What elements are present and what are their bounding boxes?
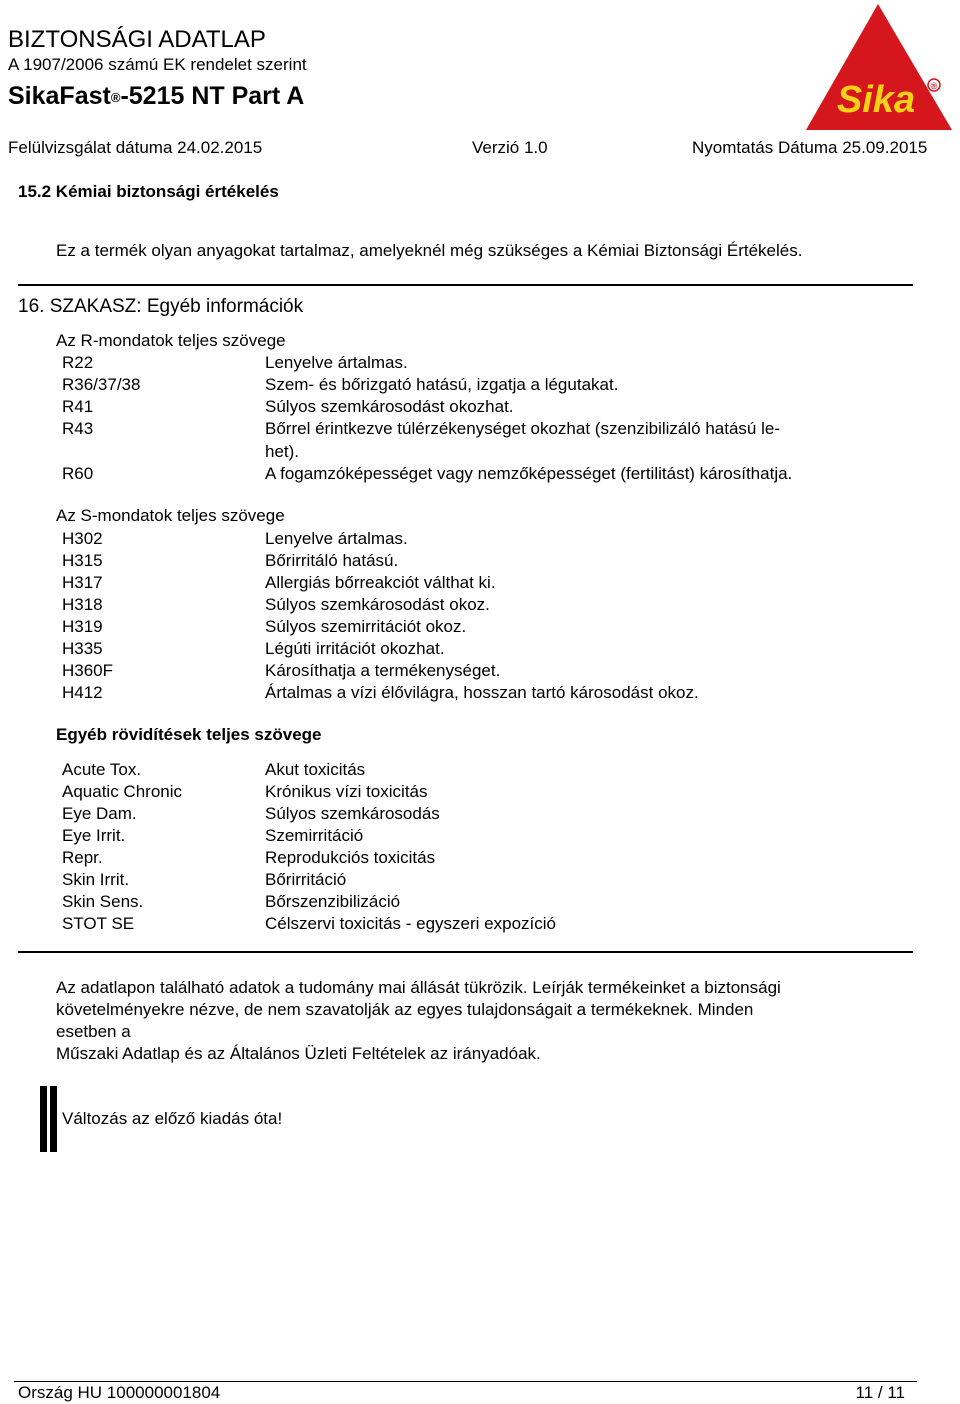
h-phrase-code: H317: [62, 573, 103, 592]
abbreviation-text: Bőrirritáció: [265, 870, 347, 889]
abbreviation-code: Aquatic Chronic: [62, 782, 183, 801]
abbreviation-code: Eye Irrit.: [62, 826, 126, 845]
h-phrase-text: Allergiás bőrreakciót válthat ki.: [265, 573, 496, 592]
abbreviation-code: Skin Sens.: [62, 892, 144, 911]
product-name-prefix: SikaFast: [8, 82, 111, 110]
abbreviation-text: Súlyos szemkárosodás: [265, 804, 440, 823]
revision-date: Felülvizsgálat dátuma 24.02.2015: [8, 138, 263, 157]
change-marker-bar: [40, 1086, 47, 1152]
r-phrase-text-continued: het).: [265, 442, 300, 461]
abbreviation-text: Reprodukciós toxicitás: [265, 848, 436, 867]
r-phrase-code: R22: [62, 353, 94, 372]
h-phrase-code: H315: [62, 551, 103, 570]
section-15-2-heading: 15.2 Kémiai biztonsági értékelés: [18, 182, 279, 201]
h-phrase-code: H302: [62, 529, 103, 548]
h-phrase-text: Lenyelve ártalmas.: [265, 529, 408, 548]
abbreviation-code: STOT SE: [62, 914, 135, 933]
h-phrase-text: Súlyos szemkárosodást okoz.: [265, 595, 490, 614]
h-phrase-text: Légúti irritációt okozhat.: [265, 639, 445, 658]
abbreviation-text: Krónikus vízi toxicitás: [265, 782, 428, 801]
sika-logo-icon: [802, 0, 954, 134]
abbreviations-heading: Egyéb rövidítések teljes szövege: [56, 725, 322, 744]
product-name: [8, 80, 304, 112]
r-phrase-code: R60: [62, 464, 94, 483]
h-phrase-code: H335: [62, 639, 103, 658]
r-phrase-code: R36/37/38: [62, 375, 141, 394]
abbreviation-code: Eye Dam.: [62, 804, 137, 823]
document-title: BIZTONSÁGI ADATLAP: [8, 26, 266, 53]
h-phrase-text: Ártalmas a vízi élővilágra, hosszan tartó károsodást okoz.: [265, 683, 699, 702]
r-phrase-text: A fogamzóképességet vagy nemzőképességet (fertilitást) károsíthatja.: [265, 464, 793, 483]
change-note: Változás az előző kiadás óta!: [62, 1109, 283, 1128]
r-phrase-text: Bőrrel érintkezve túlérzékenységet okozhat (szenzibilizáló hatású le-: [265, 419, 780, 438]
registered-mark: ®: [110, 90, 121, 105]
section-15-2-text: Ez a termék olyan anyagokat tartalmaz, amelyeknél még szükséges a Kémiai Biztonsági Értékelés.: [56, 241, 803, 260]
logo-text: Sika: [836, 79, 916, 121]
print-date: Nyomtatás Dátuma 25.09.2015: [692, 138, 928, 157]
abbreviation-text: Célszervi toxicitás - egyszeri expozíció: [265, 914, 556, 933]
disclaimer-line: követelményekre nézve, de nem szavatolják az egyes tulajdonságait a termékeknek. Minden: [56, 1000, 754, 1019]
footer-page-number: 11 / 11: [855, 1383, 905, 1402]
disclaimer-line: Műszaki Adatlap és az Általános Üzleti Feltételek az irányadóak.: [56, 1044, 541, 1063]
h-phrase-text: Károsíthatja a termékenységet.: [265, 661, 501, 680]
r-phrase-text: Súlyos szemkárosodást okozhat.: [265, 397, 514, 416]
r-phrase-text: Lenyelve ártalmas.: [265, 353, 408, 372]
disclaimer-line: Az adatlapon található adatok a tudomány mai állását tükrözik. Leírják termékeinket a biztonsági: [56, 978, 781, 997]
abbreviation-code: Acute Tox.: [62, 760, 142, 779]
abbreviation-code: Skin Irrit.: [62, 870, 130, 889]
logo-registered-mark: ®: [930, 81, 938, 91]
disclaimer-line: esetben a: [56, 1022, 131, 1041]
abbreviation-text: Bőrszenzibilizáció: [265, 892, 401, 911]
h-phrase-code: H412: [62, 683, 103, 702]
version: Verzió 1.0: [472, 138, 548, 157]
product-name-suffix: -5215 NT Part A: [120, 82, 305, 110]
change-marker-bar: [50, 1086, 57, 1152]
h-phrase-text: Bőrirritáló hatású.: [265, 551, 399, 570]
regulation-subtitle: A 1907/2006 számú EK rendelet szerint: [8, 55, 307, 74]
section-16-heading: 16. SZAKASZ: Egyéb információk: [18, 296, 304, 317]
r-phrase-code: R41: [62, 397, 94, 416]
footer-country-code: Ország HU 100000001804: [18, 1383, 221, 1402]
h-phrase-text: Súlyos szemirritációt okoz.: [265, 617, 467, 636]
h-phrase-code: H360F: [62, 661, 114, 680]
abbreviation-text: Szemirritáció: [265, 826, 364, 845]
h-phrase-code: H319: [62, 617, 103, 636]
s-phrases-heading: Az S-mondatok teljes szövege: [56, 506, 285, 525]
h-phrase-code: H318: [62, 595, 103, 614]
r-phrases-heading: Az R-mondatok teljes szövege: [56, 331, 286, 350]
abbreviation-code: Repr.: [62, 848, 103, 867]
r-phrase-code: R43: [62, 419, 94, 438]
abbreviation-text: Akut toxicitás: [265, 760, 366, 779]
disclaimer-divider: [18, 951, 913, 953]
r-phrase-text: Szem- és bőrizgató hatású, izgatja a légutakat.: [265, 375, 619, 394]
section-divider: [18, 284, 913, 286]
